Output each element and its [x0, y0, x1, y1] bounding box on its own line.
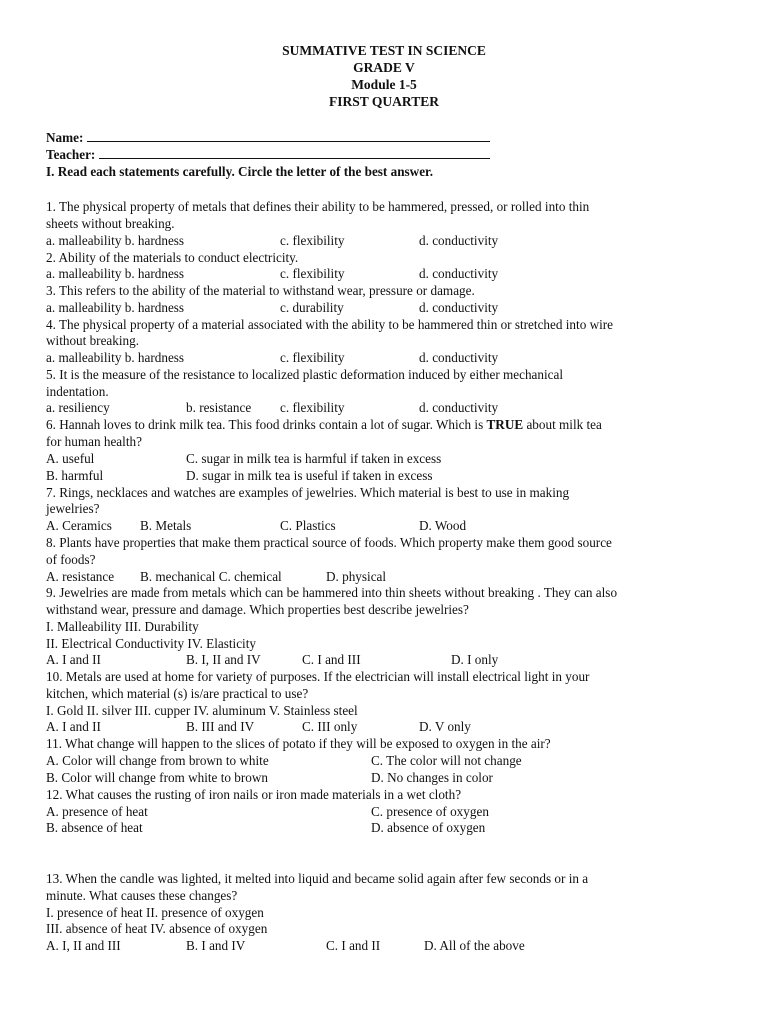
question-8-option-d[interactable]: D. physical — [326, 569, 387, 584]
question-6-text — [46, 417, 602, 434]
question-9-option-c[interactable]: C. I and III — [302, 652, 361, 667]
question-11-option-c[interactable]: C. The color will not change — [371, 753, 522, 768]
question-9-choices-1: I. Malleability III. Durability — [46, 619, 199, 634]
question-3-option-c[interactable]: c. durability — [280, 300, 344, 315]
name-label: Name: — [46, 130, 84, 145]
question-10-choices: I. Gold II. silver III. cupper IV. aluminum V. Stainless steel — [46, 703, 358, 718]
question-9-text-cont: withstand wear, pressure and damage. Which properties best describe jewelries? — [46, 602, 469, 617]
question-9-option-a[interactable]: A. I and II — [46, 652, 101, 667]
question-6-option-b[interactable]: B. harmful — [46, 468, 104, 483]
quarter-label: FIRST QUARTER — [329, 94, 439, 109]
question-2-text: 2. Ability of the materials to conduct electricity. — [46, 250, 299, 265]
question-10-option-c[interactable]: C. III only — [302, 719, 358, 734]
question-12-text: 12. What causes the rusting of iron nails or iron made materials in a wet cloth? — [46, 787, 462, 802]
question-5-text-cont: indentation. — [46, 384, 109, 399]
question-9-choices-2: II. Electrical Conductivity IV. Elasticity — [46, 636, 256, 651]
question-13-option-b[interactable]: B. I and IV — [186, 938, 246, 953]
question-3-option-ab[interactable]: a. malleability b. hardness — [46, 300, 185, 315]
question-6-text-end: about milk tea — [523, 417, 602, 432]
question-4-option-c[interactable]: c. flexibility — [280, 350, 345, 365]
question-12-option-b[interactable]: B. absence of heat — [46, 820, 143, 835]
teacher-label: Teacher: — [46, 147, 96, 162]
question-10-text: 10. Metals are used at home for variety of purposes. If the electrician will install electrical light in your — [46, 669, 590, 684]
question-1-text-cont: sheets without breaking. — [46, 216, 175, 231]
question-6-text-cont: for human health? — [46, 434, 142, 449]
grade-level: GRADE V — [353, 60, 415, 75]
question-13-choices-2: III. absence of heat IV. absence of oxygen — [46, 921, 268, 936]
question-1-option-ab[interactable]: a. malleability b. hardness — [46, 233, 185, 248]
question-6-option-c[interactable]: C. sugar in milk tea is harmful if taken in excess — [186, 451, 442, 466]
question-3-option-d[interactable]: d. conductivity — [419, 300, 499, 315]
teacher-blank[interactable] — [99, 147, 490, 159]
question-9-option-b[interactable]: B. I, II and IV — [186, 652, 261, 667]
question-5-option-d[interactable]: d. conductivity — [419, 400, 499, 415]
question-4-option-ab[interactable]: a. malleability b. hardness — [46, 350, 185, 365]
question-13-text: 13. When the candle was lighted, it melted into liquid and became solid again after few seconds or in a — [46, 871, 589, 886]
question-11-text: 11. What change will happen to the slices of potato if they will be exposed to oxygen in the air? — [46, 736, 551, 751]
question-13-option-a[interactable]: A. I, II and III — [46, 938, 121, 953]
instruction: I. Read each statements carefully. Circle the letter of the best answer. — [46, 164, 433, 179]
question-5-option-a[interactable]: a. resiliency — [46, 400, 110, 415]
question-10-option-d[interactable]: D. V only — [419, 719, 471, 734]
question-7-option-a[interactable]: A. Ceramics — [46, 518, 112, 533]
question-1-option-d[interactable]: d. conductivity — [419, 233, 499, 248]
question-11-option-d[interactable]: D. No changes in color — [371, 770, 493, 785]
question-1-option-c[interactable]: c. flexibility — [280, 233, 345, 248]
question-5-option-c[interactable]: c. flexibility — [280, 400, 345, 415]
question-7-text-cont: jewelries? — [46, 501, 100, 516]
question-13-text-cont: minute. What causes these changes? — [46, 888, 238, 903]
question-12-option-d[interactable]: D. absence of oxygen — [371, 820, 486, 835]
question-2-option-c[interactable]: c. flexibility — [280, 266, 345, 281]
question-13-option-d[interactable]: D. All of the above — [424, 938, 525, 953]
question-6-option-a[interactable]: A. useful — [46, 451, 95, 466]
teacher-field — [46, 147, 490, 164]
name-field — [46, 130, 490, 147]
question-8-text: 8. Plants have properties that make them practical source of foods. Which property make them good source — [46, 535, 612, 550]
question-6-text-start: 6. Hannah loves to drink milk tea. This food drinks contain a lot of sugar. Which is — [46, 417, 487, 432]
question-9-text: 9. Jewelries are made from metals which can be hammered into thin sheets without breaking . They can also — [46, 585, 618, 600]
question-4-text-cont: without breaking. — [46, 333, 140, 348]
question-8-text-cont: of foods? — [46, 552, 96, 567]
question-1-text: 1. The physical property of metals that defines their ability to be hammered, pressed, or rolled into thin — [46, 199, 590, 214]
question-7-text: 7. Rings, necklaces and watches are examples of jewelries. Which material is best to use in making — [46, 485, 570, 500]
question-6-emphasis: TRUE — [486, 417, 524, 432]
question-13-choices-1: I. presence of heat II. presence of oxygen — [46, 905, 264, 920]
question-2-option-ab[interactable]: a. malleability b. hardness — [46, 266, 185, 281]
question-8-option-a[interactable]: A. resistance — [46, 569, 115, 584]
question-4-option-d[interactable]: d. conductivity — [419, 350, 499, 365]
question-6-option-d[interactable]: D. sugar in milk tea is useful if taken in excess — [186, 468, 433, 483]
question-7-option-c[interactable]: C. Plastics — [280, 518, 336, 533]
question-10-option-a[interactable]: A. I and II — [46, 719, 101, 734]
question-11-option-b[interactable]: B. Color will change from white to brown — [46, 770, 268, 785]
question-3-text: 3. This refers to the ability of the material to withstand wear, pressure or damage. — [46, 283, 475, 298]
question-12-option-a[interactable]: A. presence of heat — [46, 804, 148, 819]
module-range: Module 1-5 — [351, 77, 417, 92]
question-7-option-d[interactable]: D. Wood — [419, 518, 467, 533]
test-title: SUMMATIVE TEST IN SCIENCE — [282, 43, 486, 58]
question-10-option-b[interactable]: B. III and IV — [186, 719, 255, 734]
question-9-option-d[interactable]: D. I only — [451, 652, 499, 667]
question-8-option-bc[interactable]: B. mechanical C. chemical — [140, 569, 282, 584]
question-4-text: 4. The physical property of a material associated with the ability to be hammered thin or stretched into wire — [46, 317, 614, 332]
question-5-option-b[interactable]: b. resistance — [186, 400, 252, 415]
question-13-option-c[interactable]: C. I and II — [326, 938, 381, 953]
name-blank[interactable] — [87, 130, 490, 142]
question-5-text: 5. It is the measure of the resistance to localized plastic deformation induced by either mechanical — [46, 367, 564, 382]
question-10-text-cont: kitchen, which material (s) is/are practical to use? — [46, 686, 309, 701]
question-12-option-c[interactable]: C. presence of oxygen — [371, 804, 489, 819]
question-7-option-b[interactable]: B. Metals — [140, 518, 192, 533]
question-11-option-a[interactable]: A. Color will change from brown to white — [46, 753, 269, 768]
question-2-option-d[interactable]: d. conductivity — [419, 266, 499, 281]
